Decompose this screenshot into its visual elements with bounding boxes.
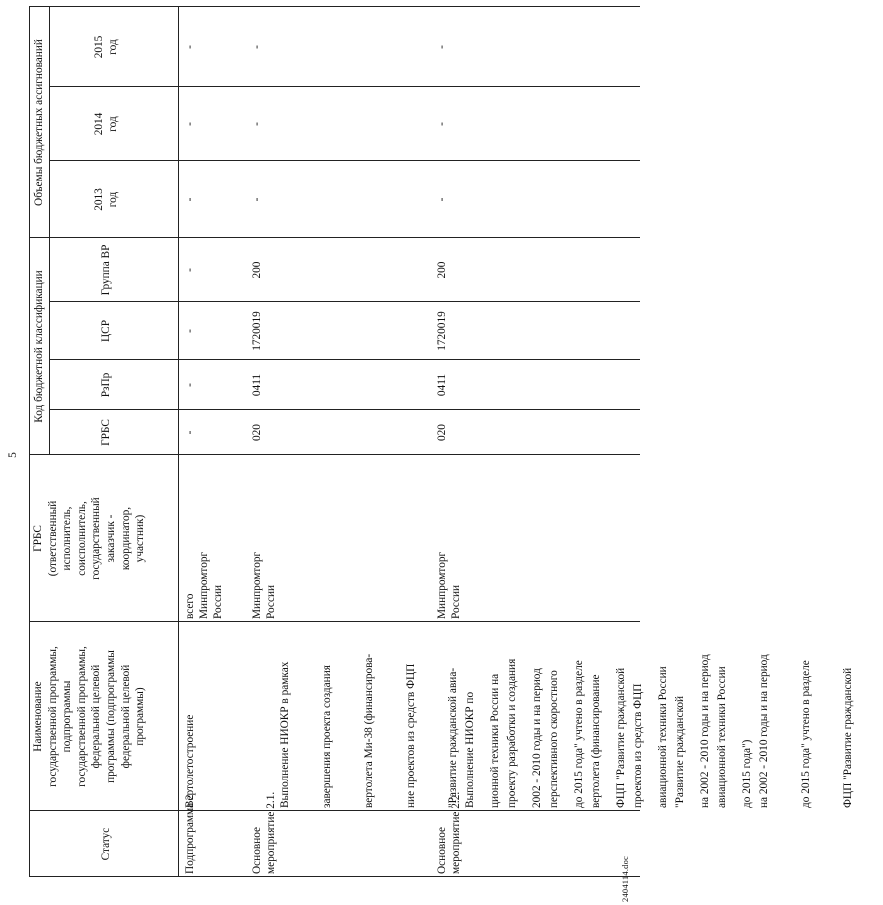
row-status: Подпрограмма 2: [184, 794, 196, 874]
row-vr: 200: [251, 261, 263, 279]
row-grbs-line: России: [450, 584, 462, 619]
row-grbs-line: Минпромторг: [198, 551, 210, 619]
row-2015: -: [251, 45, 263, 49]
row-grbs-line: Минпромторг: [436, 551, 448, 619]
column-divider: [49, 160, 640, 161]
row-grbs-main: [435, 552, 463, 619]
budget-code-subheader-line: [49, 238, 50, 455]
header-vr: Группа ВР: [100, 244, 112, 296]
row-2013: -: [184, 197, 196, 202]
row-name-line: ФЦП "Развитие гражданской: [615, 667, 627, 808]
row-name-line: "Развитие гражданской авиа-: [447, 667, 459, 808]
page-number: 5: [7, 452, 19, 458]
header-name-line: государственной программы,: [46, 646, 59, 787]
row-2014: -: [184, 122, 196, 126]
row-name-line: авиационной техники России: [657, 666, 669, 808]
row-name-line: до 2015 года" учтено в разделе: [573, 660, 585, 808]
row-name-line: "Развитие гражданской: [674, 695, 686, 808]
header-csr: ЦСР: [100, 320, 112, 342]
row-name: Вертолетостроение: [184, 714, 196, 808]
header-name-line: федеральной целевой: [90, 664, 103, 769]
row-2013: -: [251, 197, 263, 202]
row-name-line: до 2015 года" учтено в разделе: [800, 660, 812, 808]
header-bottom-border: [178, 7, 179, 877]
header-budget-code: Код бюджетной классификации: [33, 270, 45, 423]
row-grbs-line: России: [265, 584, 277, 619]
row-name-line: перспективного скоростного: [548, 670, 560, 808]
header-name-line: программы): [134, 687, 147, 746]
row-name-line: ФЦП "Развитие гражданской: [842, 667, 854, 808]
row-name-line: Выполнение НИОКР по: [464, 691, 476, 808]
header-grbs-code: ГРБС: [100, 419, 112, 446]
row-grbs-main: [183, 552, 225, 619]
column-divider: [49, 359, 640, 360]
header-grbs-line: соисполнитель,: [75, 501, 88, 576]
header-year: 2013: [93, 188, 105, 211]
row-status-line: Основное: [251, 826, 263, 874]
row-csr: -: [184, 329, 196, 333]
row-name-line: вертолета Ми-38 (финансирова-: [363, 653, 375, 808]
header-grbs-line: исполнитель,: [61, 506, 74, 571]
row-name-line: на 2002 - 2010 годы и на период: [758, 654, 770, 808]
header-grbs-line: координатор,: [119, 506, 132, 571]
row-name-line: проектов из средств ФЦП: [632, 683, 644, 808]
header-year-unit: год: [107, 39, 119, 55]
header-grbs-line: заказчик -: [104, 514, 117, 563]
header-name-line: федеральной целевой: [119, 664, 132, 769]
row-name-line: 2002 - 2010 годы и на период: [531, 668, 543, 808]
header-year-unit: год: [107, 191, 119, 208]
column-divider: [49, 301, 640, 302]
row-status-line: мероприятие 2.1.: [265, 791, 277, 874]
header-volumes: Объемы бюджетных ассигнований: [33, 39, 45, 206]
row-vr: 200: [436, 261, 448, 279]
row-csr: 1720019: [436, 311, 448, 351]
header-name-line: государственной программы,: [75, 646, 88, 787]
header-name-line: Наименование: [32, 681, 44, 752]
row-name-line: ние проектов из средств ФЦП: [405, 663, 417, 808]
row-rzpr: -: [184, 383, 196, 387]
row-name-line: на 2002 - 2010 годы и на период: [699, 654, 711, 808]
row-name-line: проекту разработки и создания: [506, 658, 518, 808]
header-name-line: подпрограммы: [61, 680, 74, 753]
table-top-border: [29, 7, 30, 877]
row-status-line: Основное: [436, 826, 448, 874]
row-grbs-main: [250, 552, 278, 619]
header-year-unit: год: [107, 116, 119, 132]
row-name-line: завершения проекта создания: [321, 665, 333, 808]
row-name-line: авиационной техники России: [716, 666, 728, 808]
row-grbs-code: 020: [251, 424, 263, 441]
header-year: 2015: [93, 35, 105, 59]
row-2014: -: [436, 122, 448, 126]
column-divider: [29, 237, 640, 238]
row-grbs-code: 020: [436, 424, 448, 441]
row-csr: 1720019: [251, 311, 263, 351]
row-grbs-line: всего: [184, 593, 196, 619]
header-grbs-line: государственный: [90, 497, 103, 580]
row-grbs-code: -: [184, 430, 196, 435]
column-divider: [49, 409, 640, 410]
header-grbs-line: ГРБС: [32, 525, 44, 552]
header-status: Статус: [100, 827, 112, 861]
row-rzpr: 0411: [251, 373, 263, 397]
header-grbs-line: (ответственный: [46, 500, 59, 577]
row-2015: -: [184, 45, 196, 49]
row-name-line: вертолета (финансирование: [590, 674, 602, 808]
row-2014: -: [251, 122, 263, 126]
row-name-line: ционной техники России на: [489, 673, 501, 808]
header-year: 2014: [93, 112, 105, 136]
volumes-subheader-line: [49, 7, 50, 238]
table-left-border: [29, 876, 640, 877]
document-footer-filename: 2404114.doc: [620, 855, 630, 902]
header-2013: [92, 161, 120, 238]
row-grbs-line: Минпромторг: [251, 551, 263, 619]
header-grbs-main: [31, 455, 148, 622]
row-rzpr: 0411: [436, 373, 448, 397]
row-vr: -: [184, 268, 196, 272]
row-name-line: до 2015 года"): [741, 739, 753, 808]
row-status-line: мероприятие 2.2.: [450, 791, 462, 874]
header-2015: [92, 7, 120, 87]
table-right-border: [29, 6, 640, 7]
row-grbs-line: России: [212, 584, 224, 619]
column-divider: [49, 86, 640, 87]
row-2013: -: [436, 197, 448, 202]
header-2014: [92, 87, 120, 161]
header-name-line: программы (подпрограммы: [104, 650, 117, 783]
header-rzpr: РзПр: [100, 372, 112, 398]
row-2015: -: [436, 45, 448, 49]
row-name-line: Выполнение НИОКР в рамках: [279, 661, 291, 808]
row-name: [435, 654, 883, 808]
header-grbs-line: участник): [134, 514, 147, 563]
header-name: [31, 622, 148, 811]
